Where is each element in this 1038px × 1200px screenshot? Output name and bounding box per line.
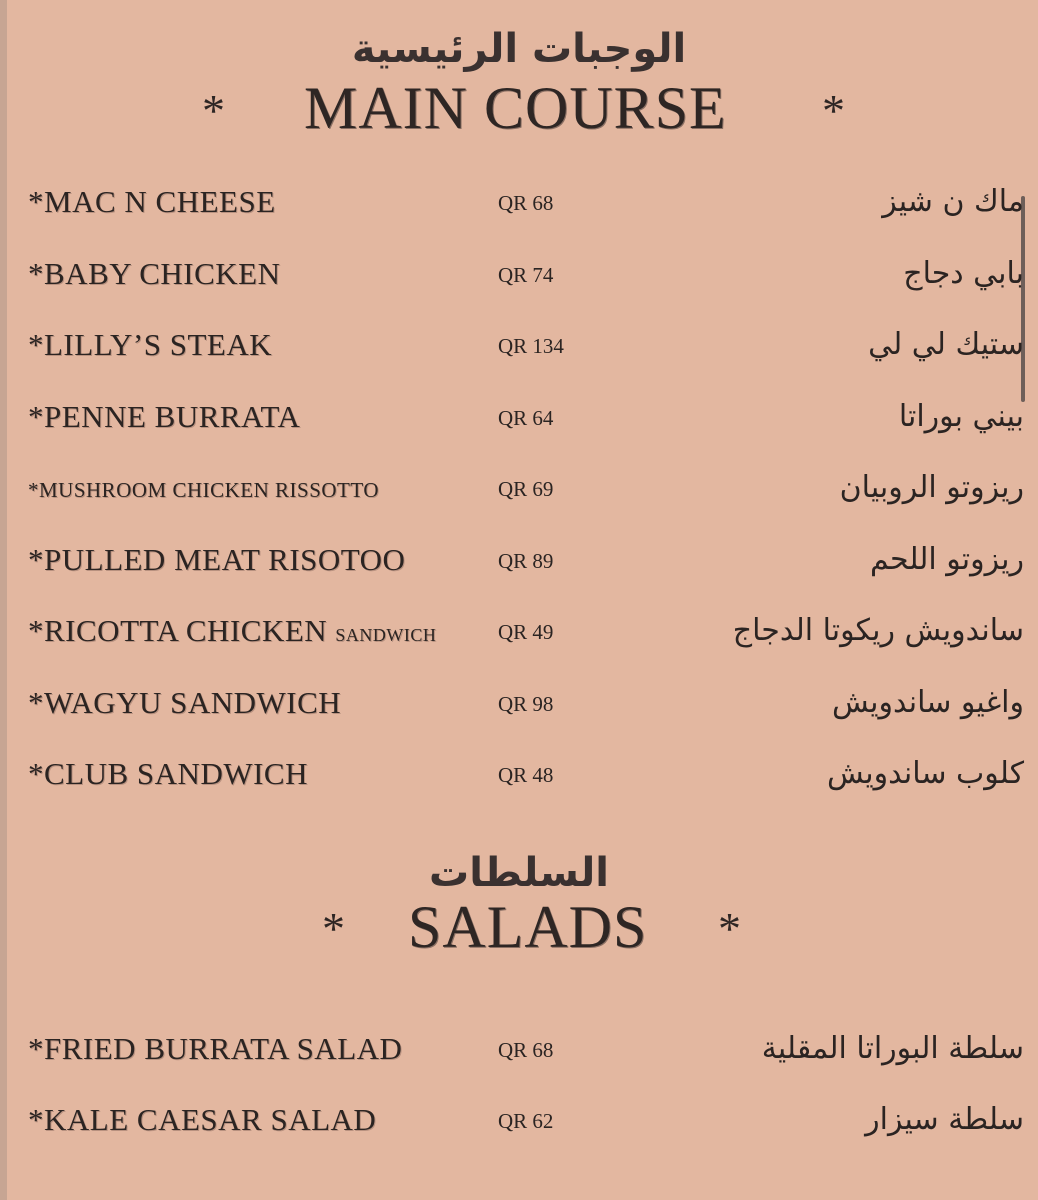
menu-item-club-sandwich (0, 756, 1038, 806)
page-left-edge (0, 0, 7, 1200)
menu-item-name-suffix: SANDWICH (335, 625, 437, 645)
menu-item-name: *FRIED BURRATA SALAD (28, 1031, 403, 1066)
menu-item-price: QR 134 (498, 334, 564, 358)
menu-item-wagyu-sandwich (0, 685, 1038, 735)
menu-item-name-arabic: ريزوتو الروبيان (839, 470, 1024, 505)
menu-item-name-arabic: واغيو ساندويش (831, 685, 1024, 720)
salads-title-arabic: السلطات (429, 850, 609, 896)
main-course-title-arabic: الوجبات الرئيسية (351, 26, 687, 72)
menu-item-price: QR 68 (498, 1038, 554, 1062)
menu-item-mac-n-cheese (0, 184, 1038, 234)
menu-item-kale-caesar-salad (0, 1102, 1038, 1152)
menu-item-price: QR 89 (498, 549, 554, 573)
menu-item-price: QR 64 (498, 406, 554, 430)
menu-item-pulled-meat-risotoo (0, 542, 1038, 592)
menu-item-name-arabic: ستيك لي لي (868, 327, 1024, 362)
menu-item-ricotta-chicken-sandwich (0, 613, 1038, 663)
menu-item-price: QR 98 (498, 692, 554, 716)
menu-item-price: QR 68 (498, 191, 554, 215)
menu-item-penne-burrata (0, 399, 1038, 449)
menu-item-name: *RICOTTA CHICKEN (28, 613, 328, 648)
menu-item-name-arabic: سلطة البوراتا المقلية (761, 1031, 1024, 1066)
menu-item-name: *LILLY’S STEAK (28, 327, 273, 362)
menu-item-baby-chicken (0, 256, 1038, 306)
main-course-title: MAIN COURSE (304, 75, 727, 141)
salads-star-right: * (718, 903, 741, 954)
menu-item-name-arabic: سلطة سيزار (865, 1102, 1024, 1137)
menu-item-name: *KALE CAESAR SALAD (28, 1102, 377, 1137)
menu-item-name-arabic: ساندويش ريكوتا الدجاج (732, 613, 1024, 648)
menu-item-price: QR 48 (498, 763, 554, 787)
menu-item-price: QR 62 (498, 1109, 554, 1133)
menu-item-name: *PENNE BURRATA (28, 399, 301, 434)
main-course-star-left: * (202, 85, 225, 136)
menu-item-name-arabic: كلوب ساندويش (827, 756, 1024, 791)
menu-item-name: *WAGYU SANDWICH (28, 685, 342, 720)
menu-item-name-arabic: بيني بوراتا (898, 399, 1024, 434)
main-course-star-right: * (822, 85, 845, 136)
menu-item-price: QR 49 (498, 620, 554, 644)
menu-item-name: *MAC N CHEESE (28, 184, 276, 219)
menu-item-name: *BABY CHICKEN (28, 256, 281, 291)
menu-item-name-arabic: ماك ن شيز (882, 184, 1024, 219)
salads-title: SALADS (408, 894, 648, 960)
menu-item-price: QR 74 (498, 263, 554, 287)
salads-star-left: * (322, 903, 345, 954)
menu-item-price: QR 69 (498, 477, 554, 501)
menu-item-name-arabic: ريزوتو اللحم (870, 542, 1024, 577)
menu-item-fried-burrata-salad (0, 1031, 1038, 1081)
menu-item-mushroom-chicken-rissotto (0, 470, 1038, 520)
menu-item-name: *PULLED MEAT RISOTOO (28, 542, 406, 577)
menu-item-name: *MUSHROOM CHICKEN RISSOTTO (28, 478, 379, 502)
menu-item-name-wrapper (28, 613, 436, 649)
menu-item-name-arabic: بابي دجاج (903, 256, 1024, 291)
menu-item-name: *CLUB SANDWICH (28, 756, 308, 791)
menu-item-lillys-steak (0, 327, 1038, 377)
